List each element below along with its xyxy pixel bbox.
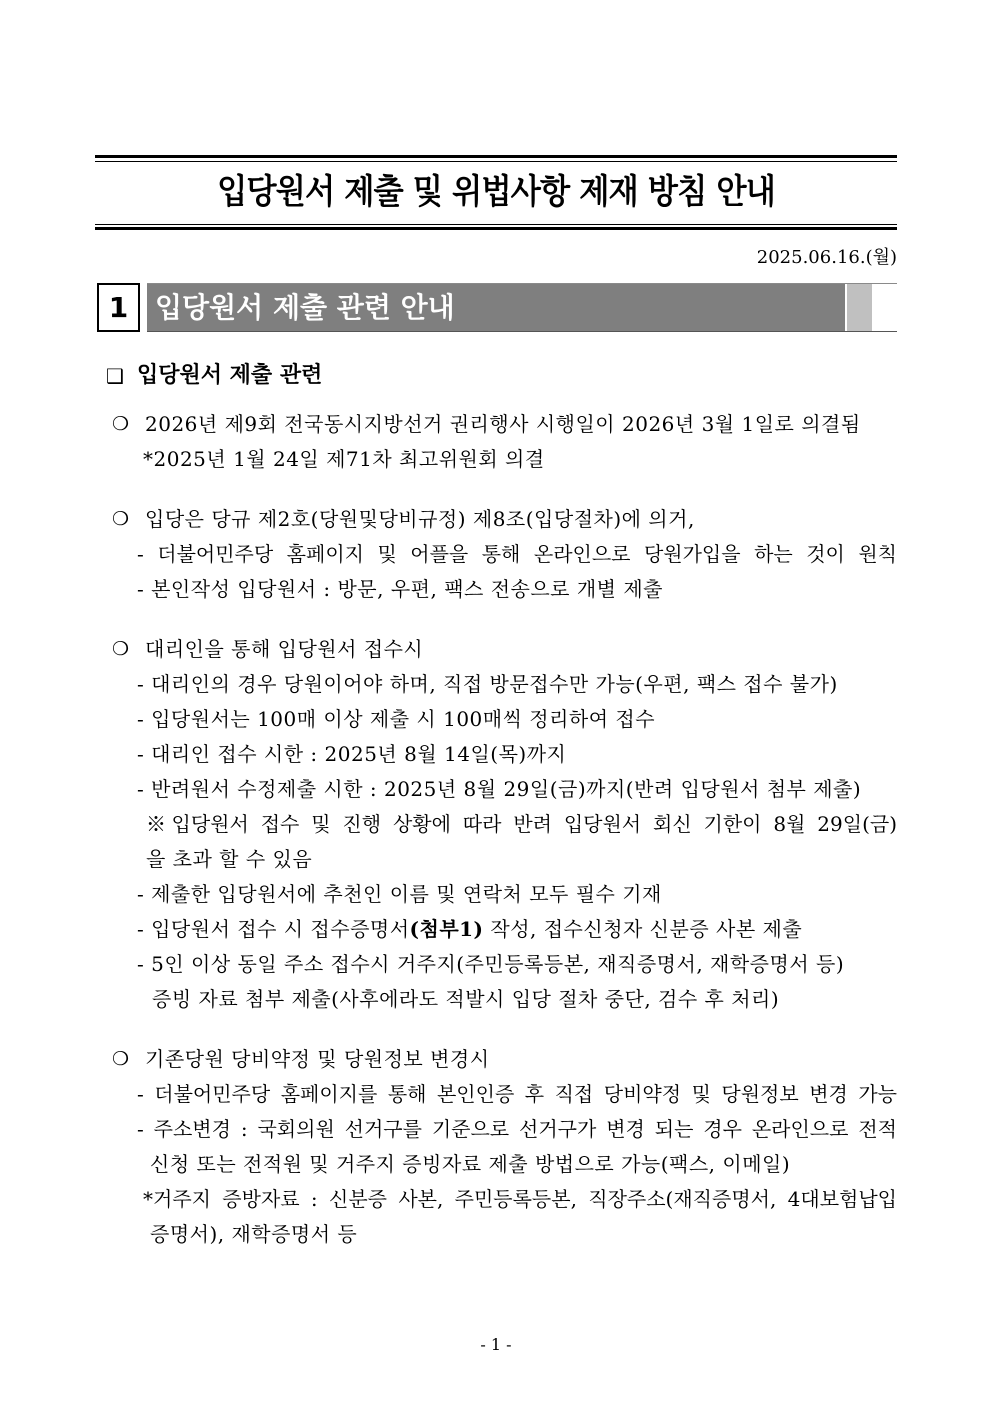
page-number: - 1 - xyxy=(480,1335,512,1354)
circle-bullet-icon: ❍ xyxy=(112,638,130,660)
list-continuation-line: 신청 또는 전적원 및 거주지 증빙자료 제출 방법으로 가능(팩스, 이메일) xyxy=(150,1152,791,1176)
circle-bullet-icon: ❍ xyxy=(112,1048,130,1070)
section-header-bar xyxy=(147,283,897,332)
list-continuation-line: 증빙 자료 첨부 제출(사후에라도 적발시 입당 절차 중단, 검수 후 처리) xyxy=(152,987,780,1011)
note-line: ※입당원서 접수 및 진행 상황에 따라 반려 입당원서 회신 기한이 8월 29일(금) xyxy=(146,812,897,836)
circle-bullet-icon: ❍ xyxy=(112,413,130,435)
square-bullet-icon: ❑ xyxy=(106,364,124,388)
block-heading: 입당은 당규 제2호(당원및당비규정) 제8조(입당절차)에 의거, xyxy=(145,507,695,531)
section-header-accent-strip xyxy=(847,284,872,331)
section-number-box: 1 xyxy=(97,283,140,332)
block-heading: 기존당원 당비약정 및 당원정보 변경시 xyxy=(145,1047,490,1071)
list-line: - 더불어민주당 홈페이지 및 어플을 통해 온라인으로 당원가입을 하는 것이 원칙 xyxy=(137,542,897,566)
title-top-rule-thick xyxy=(95,155,897,158)
block-heading: 대리인을 통해 입당원서 접수시 xyxy=(145,637,424,661)
list-line: - 제출한 입당원서에 추천인 이름 및 연락처 모두 필수 기재 xyxy=(137,882,662,906)
note-continuation-line: 증명서), 재학증명서 등 xyxy=(150,1222,358,1246)
block-heading: 2026년 제9회 전국동시지방선거 권리행사 시행일이 2026년 3월 1일로 의결됨 xyxy=(145,412,861,436)
list-line: - 5인 이상 동일 주소 접수시 거주지(주민등록등본, 재직증명서, 재학증명서 등) xyxy=(137,952,845,976)
list-line: - 대리인의 경우 당원이어야 하며, 직접 방문접수만 가능(우편, 팩스 접수 불가) xyxy=(137,672,838,696)
attachment-reference: (첨부1) xyxy=(409,917,484,941)
list-line: - 본인작성 입당원서 : 방문, 우편, 팩스 전송으로 개별 제출 xyxy=(137,577,663,601)
list-line: - 더불어민주당 홈페이지를 통해 본인인증 후 직접 당비약정 및 당원정보 변경 가능 xyxy=(137,1082,897,1106)
list-line-with-attachment xyxy=(137,914,897,944)
list-line: - 주소변경 : 국회의원 선거구를 기준으로 선거구가 변경 되는 경우 온라인으로 전적 xyxy=(137,1117,897,1141)
subsection-title: 입당원서 제출 관련 xyxy=(137,363,323,388)
section-title: 입당원서 제출 관련 안내 xyxy=(155,291,455,324)
list-line: - 반려원서 수정제출 시한 : 2025년 8월 29일(금)까지(반려 입당원서 첨부 제출) xyxy=(137,777,862,801)
list-line: - 대리인 접수 시한 : 2025년 8월 14일(목)까지 xyxy=(137,742,567,766)
note-line: *거주지 증방자료 : 신분증 사본, 주민등록등본, 직장주소(재직증명서, 4대보험납입 xyxy=(143,1187,897,1211)
circle-bullet-icon: ❍ xyxy=(112,508,130,530)
list-line-text: 작성, 접수신청자 신분증 사본 제출 xyxy=(483,917,803,941)
note-line: *2025년 1월 24일 제71차 최고위원회 의결 xyxy=(143,447,545,471)
note-continuation-line: 을 초과 할 수 있음 xyxy=(146,847,313,871)
document-title: 입당원서 제출 및 위법사항 제재 방침 안내 xyxy=(217,172,775,212)
document-date: 2025.06.16.(월) xyxy=(756,247,897,268)
list-line: - 입당원서는 100매 이상 제출 시 100매씩 정리하여 접수 xyxy=(137,707,656,731)
title-top-rule-thin xyxy=(95,161,897,162)
title-bottom-rule-thin xyxy=(95,224,897,225)
title-bottom-rule-thick xyxy=(95,227,897,230)
list-line-text: - 입당원서 접수 시 접수증명서 xyxy=(137,917,410,941)
